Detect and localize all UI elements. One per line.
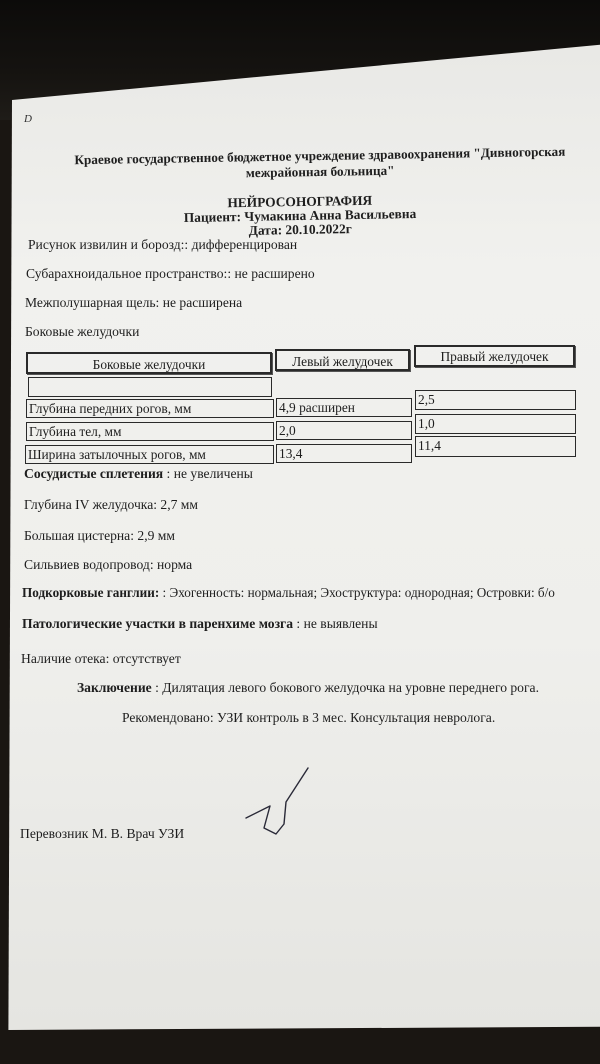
table-row-left-value: 4,9 расширен: [276, 398, 412, 417]
table-empty-cell: [28, 377, 272, 397]
corner-mark: D: [24, 113, 32, 125]
patient-name: Пациент: Чумакина Анна Васильевна: [183, 205, 417, 226]
pathology-field: [22, 616, 378, 632]
table-header-ventricles: Боковые желудочки: [26, 352, 272, 374]
table-row-label: Глубина передних рогов, мм: [26, 399, 274, 418]
recommendation-field: Рекомендовано: УЗИ контроль в 3 мес. Консультация невролога.: [122, 710, 496, 725]
subarachnoid-field: Субарахноидальное пространство:: не расширено: [26, 266, 315, 281]
table-row-left-value: 2,0: [276, 421, 412, 440]
document-title: НЕЙРОСОНОГРАФИЯ: [227, 192, 373, 211]
plexus-label: Сосудистые сплетения: [24, 466, 164, 481]
gyri-field: Рисунок извилин и борозд:: дифференцирован: [28, 237, 298, 252]
interhemispheric-field: Межполушарная щель: не расширена: [25, 295, 243, 310]
pathology-label: Патологические участки в паренхиме мозга: [22, 616, 294, 631]
document-title-block: [150, 192, 451, 239]
edema-field: Наличие отека: отсутствует: [21, 651, 181, 666]
conclusion-field: [77, 680, 539, 696]
table-header-left: Левый желудочек: [275, 349, 410, 371]
table-row-right-value: 2,5: [415, 390, 576, 410]
table-row-right-value: 11,4: [415, 436, 576, 457]
ganglia-value: : Эхогенность: нормальная; Эхоструктура: однородная; Островки: б/о: [159, 585, 555, 600]
table-header-right: Правый желудочек: [414, 345, 575, 367]
institution-line-1: Краевое государственное бюджетное учреждение здравоохранения "Дивногорская: [74, 143, 566, 168]
lateral-ventricles-heading: Боковые желудочки: [25, 324, 140, 339]
aqueduct-field: Сильвиев водопровод: норма: [24, 557, 193, 572]
table-row-label: Глубина тел, мм: [26, 422, 274, 441]
fourth-ventricle-field: Глубина IV желудочка: 2,7 мм: [24, 497, 199, 512]
signature-name: Перевозник М. В. Врач УЗИ: [20, 826, 185, 841]
plexus-field: [24, 466, 253, 482]
pathology-value: : не выявлены: [293, 616, 378, 631]
cistern-field: Большая цистерна: 2,9 мм: [24, 528, 175, 543]
institution-line-2: межрайонная больница": [245, 162, 395, 181]
table-row-right-value: 1,0: [415, 414, 576, 434]
plexus-value: : не увеличены: [163, 466, 253, 481]
exam-date: Дата: 20.10.2022г: [248, 221, 352, 238]
handwritten-signature: [238, 766, 318, 846]
ganglia-label: Подкорковые ганглии:: [22, 585, 160, 600]
conclusion-label: Заключение: [77, 680, 152, 695]
ganglia-field: [22, 585, 555, 601]
conclusion-value: : Дилятация левого бокового желудочка на уровне переднего рога.: [151, 680, 539, 695]
table-row-left-value: 13,4: [276, 444, 412, 463]
table-row-label: Ширина затылочных рогов, мм: [25, 445, 274, 464]
